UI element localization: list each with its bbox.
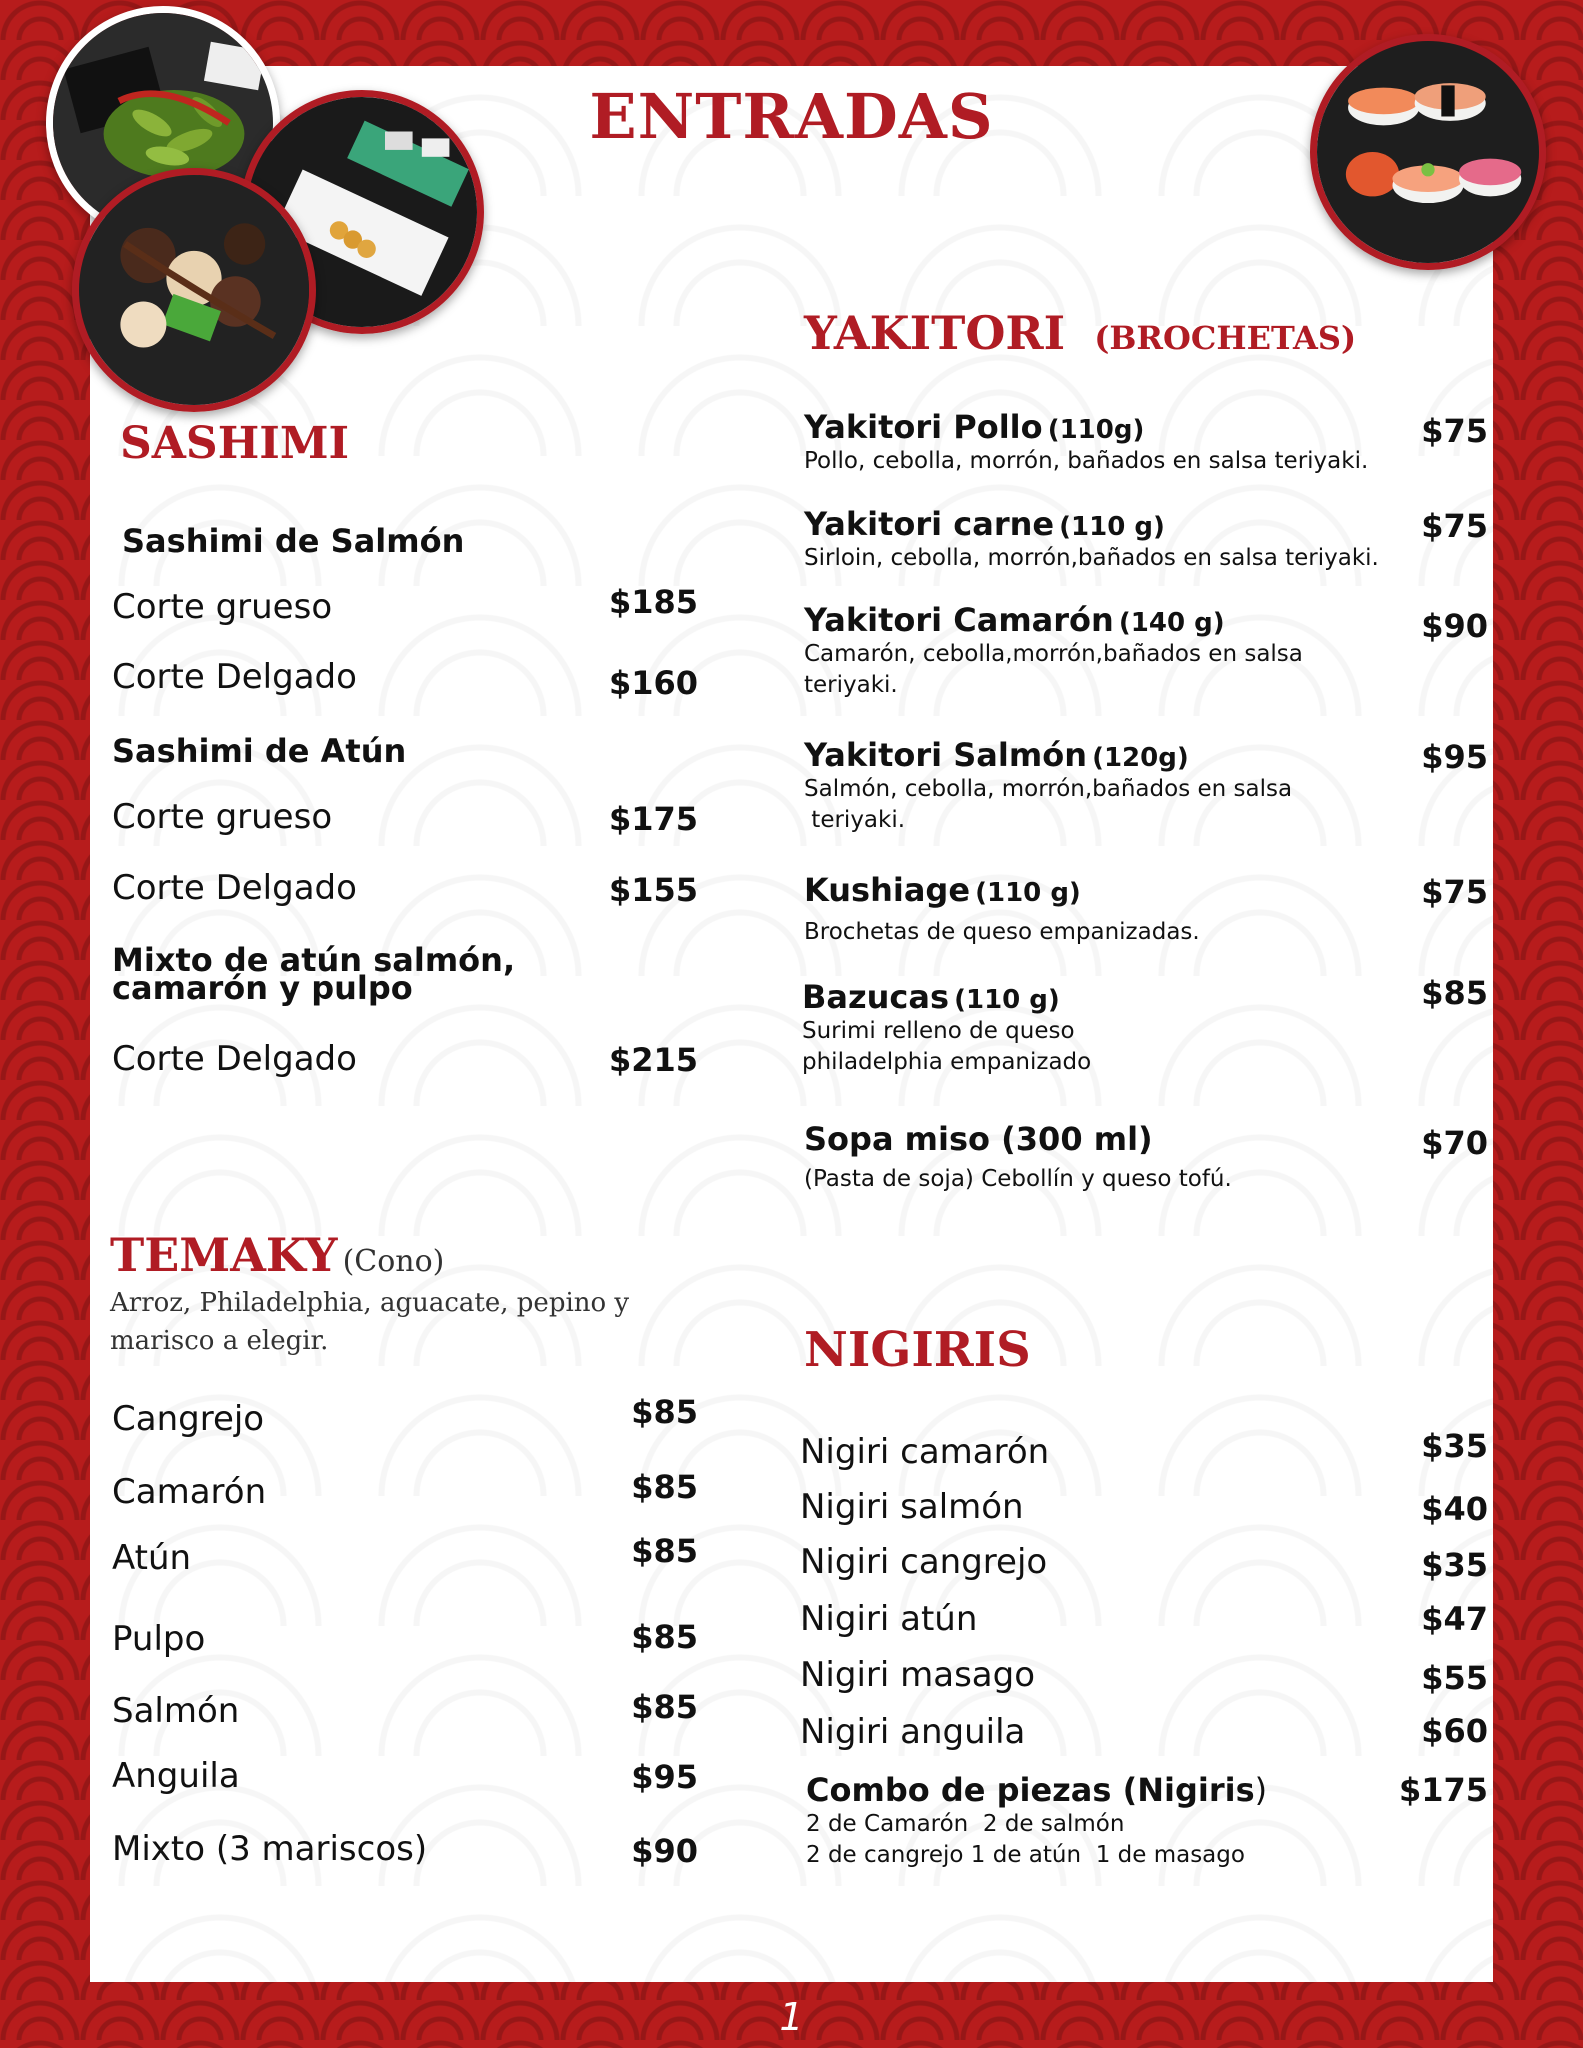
nigiri-item-label: Nigiri cangrejo [800, 1542, 1048, 1582]
nigiri-item-label: Nigiri anguila [800, 1712, 1026, 1752]
sashimi-group-name: Mixto de atún salmón, [112, 941, 516, 979]
yakitori-item-price: $70 [1421, 1124, 1488, 1162]
nigiri-combo-desc-line2: 2 de cangrejo 1 de atún 1 de masago [806, 1842, 1245, 1868]
sashimi-item-label: Corte grueso [112, 797, 333, 837]
yakitori-item-name: Yakitori Pollo [804, 408, 1043, 446]
sashimi-item-label: Corte Delgado [112, 868, 357, 908]
sashimi-heading: SASHIMI [120, 418, 350, 469]
nigiri-item-label: Nigiri masago [800, 1655, 1036, 1695]
yakitori-item [804, 736, 1488, 836]
temaky-description: Arroz, Philadelphia, aguacate, pepino y [110, 1288, 630, 1318]
yakitori-item-desc: Brochetas de queso empanizadas. [804, 919, 1200, 945]
page-title: ENTRADAS [589, 80, 994, 153]
sashimi-item-label: Corte Delgado [112, 657, 357, 697]
yakitori-item-desc-line2: teriyaki. [804, 807, 906, 833]
yakitori-item-price: $75 [1421, 412, 1488, 450]
temaky-subheading: (Cono) [342, 1244, 445, 1279]
temaky-item-price: $95 [631, 1758, 698, 1796]
nigiri-combo-price: $175 [1398, 1771, 1488, 1809]
nigiri-combo-name: Combo de piezas (Nigiris [806, 1771, 1255, 1809]
yakitori-item-desc-line2: teriyaki. [804, 672, 898, 698]
sashimi-item-price: $155 [608, 871, 698, 909]
temaky-heading: TEMAKY [110, 1228, 338, 1282]
yakitori-item-name: Sopa miso (300 ml) [804, 1120, 1153, 1158]
yakitori-item-name: Yakitori carne [804, 505, 1055, 543]
skewers-photo [72, 168, 316, 412]
sashimi-item-price: $175 [608, 800, 698, 838]
nigiri-item-price: $60 [1421, 1712, 1488, 1750]
yakitori-title [804, 306, 1356, 360]
sashimi-item-label: Corte grueso [112, 587, 333, 627]
temaky-item-price: $85 [631, 1468, 698, 1506]
yakitori-item-desc: (Pasta de soja) Cebollín y queso tofú. [804, 1166, 1232, 1192]
temaky-item-label: Atún [112, 1538, 192, 1578]
nigiri-item-label: Nigiri atún [800, 1599, 978, 1639]
sashimi-group-name-line2: camarón y pulpo [112, 969, 413, 1007]
yakitori-item-title [804, 736, 1488, 774]
yakitori-item-price: $90 [1421, 607, 1488, 645]
yakitori-item-weight: (110 g) [975, 878, 1081, 908]
yakitori-item-weight: (110 g) [1059, 512, 1165, 542]
yakitori-item-title [804, 408, 1488, 446]
temaky-description-line2: marisco a elegir. [110, 1326, 329, 1356]
temaky-title [110, 1228, 444, 1282]
yakitori-item-price: $85 [1421, 974, 1488, 1012]
yakitori-item-weight: (110g) [1047, 415, 1145, 445]
yakitori-item-name: Bazucas [802, 978, 949, 1016]
yakitori-item [804, 1120, 1488, 1195]
nigiri-item-price: $47 [1421, 1600, 1488, 1638]
temaky-item-label: Cangrejo [112, 1399, 265, 1439]
yakitori-item-title [804, 871, 1488, 909]
yakitori-item-name: Yakitori Camarón [804, 601, 1114, 639]
yakitori-item-weight: (120g) [1092, 743, 1189, 773]
page-number: 1 [779, 1995, 804, 2039]
nigiri-combo [806, 1771, 1488, 1871]
yakitori-item-price: $75 [1421, 873, 1488, 911]
yakitori-item-name: Yakitori Salmón [804, 736, 1087, 774]
nigiri-item-price: $40 [1421, 1490, 1488, 1528]
yakitori-item-title [804, 601, 1488, 639]
nigiri-item-label: Nigiri salmón [800, 1487, 1024, 1527]
yakitori-item [802, 974, 1488, 1078]
yakitori-item-price: $75 [1421, 507, 1488, 545]
yakitori-heading: YAKITORI [804, 306, 1066, 360]
yakitori-item-title [804, 505, 1488, 543]
sashimi-item-price: $160 [608, 664, 698, 702]
nigiri-item-price: $35 [1421, 1427, 1488, 1465]
temaky-item-price: $85 [631, 1618, 698, 1656]
yakitori-item-desc: Salmón, cebolla, morrón,bañados en salsa [804, 776, 1293, 802]
sashimi-group-name: Sashimi de Salmón [122, 522, 465, 560]
yakitori-item-desc-line2: philadelphia empanizado [802, 1049, 1092, 1075]
yakitori-item-desc: Surimi relleno de queso [802, 1018, 1075, 1044]
nigiri-item-price: $55 [1421, 1659, 1488, 1697]
yakitori-item-title [802, 978, 1488, 1016]
nigiri-item-label: Nigiri camarón [800, 1432, 1050, 1472]
yakitori-item-price: $95 [1421, 738, 1488, 776]
sashimi-item-price: $185 [608, 583, 698, 621]
yakitori-item-weight: (110 g) [954, 985, 1060, 1015]
yakitori-item-desc: Sirloin, cebolla, morrón,bañados en salsa teriyaki. [804, 545, 1379, 571]
yakitori-item [804, 871, 1488, 948]
nigiri-combo-title [806, 1771, 1488, 1809]
skewers-image [79, 175, 309, 405]
temaky-item-label: Camarón [112, 1472, 267, 1512]
yakitori-item-desc: Pollo, cebolla, morrón, bañados en salsa teriyaki. [804, 448, 1369, 474]
nigiri-combo-paren: ) [1254, 1771, 1268, 1809]
yakitori-item-weight: (140 g) [1118, 608, 1225, 638]
temaky-item-price: $90 [631, 1832, 698, 1870]
yakitori-item [804, 505, 1488, 574]
yakitori-item-name: Kushiage [804, 871, 971, 909]
nigiri-combo-desc: 2 de Camarón 2 de salmón [806, 1811, 1125, 1837]
yakitori-item [804, 601, 1488, 701]
temaky-item-price: $85 [631, 1688, 698, 1726]
temaky-item-label: Mixto (3 mariscos) [112, 1829, 428, 1869]
temaky-item-label: Pulpo [112, 1619, 206, 1659]
nigiris-heading: NIGIRIS [804, 1322, 1031, 1378]
sashimi-group-name: Sashimi de Atún [112, 732, 407, 770]
yakitori-item-desc: Camarón, cebolla,morrón,bañados en salsa [804, 641, 1303, 667]
temaky-item-price: $85 [631, 1532, 698, 1570]
sashimi-item-label: Corte Delgado [112, 1039, 357, 1079]
sashimi-item-price: $215 [608, 1041, 698, 1079]
temaky-item-label: Salmón [112, 1691, 240, 1731]
nigiri-item-price: $35 [1421, 1546, 1488, 1584]
yakitori-item [804, 408, 1488, 477]
yakitori-subheading: (BROCHETAS) [1094, 319, 1357, 357]
temaky-item-label: Anguila [112, 1756, 240, 1796]
temaky-item-price: $85 [631, 1393, 698, 1431]
